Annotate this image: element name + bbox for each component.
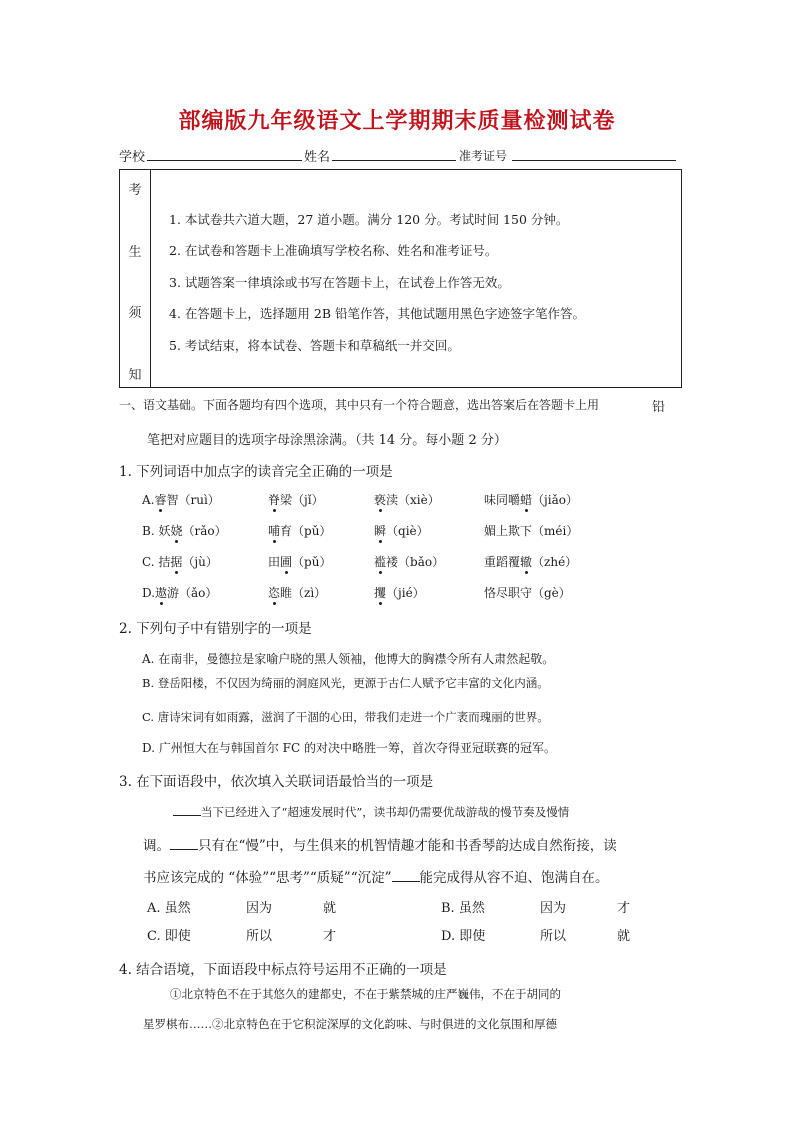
q1-option-word: 恪尽职守（gè） — [484, 586, 571, 600]
q3-option-word: 所以 — [246, 929, 273, 944]
q4-passage: 星罗棋布……②北京特色在于它积淀深厚的文化韵味、与时俱进的文化氛围和厚德 — [143, 1017, 557, 1031]
q1-option-d-word: D.遨游（ǎo） — [142, 586, 218, 600]
question-3-stem: 3. 在下面语段中，依次填入关联词语最恰当的一项是 — [119, 774, 434, 790]
exam-title: 部编版九年级语文上学期期末质量检测试卷 — [178, 109, 616, 134]
school-label: 学校 — [119, 150, 146, 165]
school-blank[interactable] — [147, 160, 302, 161]
section-1-instruction-tail: 铅 — [652, 400, 666, 415]
q3-passage: 书应该完成的 “体验”“思考”“质疑”“沉淀” 能完成得从容不迫、饱满自在。 — [143, 870, 609, 886]
q3-passage: 调。 只有在“慢”中，与生俱来的机智情趣才能和书香琴韵达成自然衔接，读 — [143, 838, 617, 854]
notice-item: 5. 考试结束，将本试卷、答题卡和草稿纸一并交回。 — [169, 338, 460, 353]
section-1-instruction: 笔把对应题目的选项字母涂黑涂满。（共 14 分。每小题 2 分） — [147, 433, 507, 448]
q1-option-word: 恣睢（zì） — [268, 586, 327, 600]
notice-label-char: 生 — [128, 245, 142, 260]
q3-blank-3[interactable] — [392, 869, 420, 882]
q1-option-a-word: A.睿智（ruì） — [142, 493, 220, 507]
q1-option-word: 攫（jié） — [374, 586, 425, 600]
q3-option-word: 就 — [323, 901, 337, 916]
q3-option-c: C. 即使 — [147, 929, 191, 944]
q3-option-word: 就 — [617, 929, 631, 944]
q2-option: B. 登岳阳楼，不仅因为绮丽的洞庭风光，更源于古仁人赋予它丰富的文化内涵。 — [142, 676, 549, 690]
q1-option-word: 重蹈覆辙（zhé） — [484, 555, 578, 569]
q3-option-word: 所以 — [540, 929, 567, 944]
name-label: 姓名 — [304, 150, 331, 165]
question-4-stem: 4. 结合语境，下面语段中标点符号运用不正确的一项是 — [119, 962, 447, 978]
q4-passage: ①北京特色不在于其悠久的建都史，不在于紫禁城的庄严巍伟，不在于胡同的 — [170, 987, 561, 1001]
q1-option-word: 脊梁（jǐ） — [268, 493, 324, 507]
exam-id-blank[interactable] — [512, 160, 676, 161]
q2-option: A. 在南非，曼德拉是家喻户晓的黑人领袖，他博大的胸襟令所有人肃然起敬。 — [142, 652, 555, 666]
q1-option-word: 瞬（qiè） — [374, 524, 429, 538]
q2-option: D. 广州恒大在与韩国首尔 FC 的对决中略胜一筹，首次夺得亚冠联赛的冠军。 — [142, 741, 556, 755]
q3-option-word: 因为 — [246, 901, 273, 916]
q3-blank-1[interactable] — [173, 803, 201, 816]
q3-option-a: A. 虽然 — [147, 901, 191, 916]
q1-option-word: 哺育（pǔ） — [268, 524, 332, 538]
q3-option-word: 才 — [323, 929, 337, 944]
notice-item: 2. 在试卷和答题卡上准确填写学校名称、姓名和准考证号。 — [169, 243, 498, 258]
q1-option-word: 褴褛（bǎo） — [374, 555, 445, 569]
q3-option-word: 因为 — [540, 901, 567, 916]
question-1-stem: 1. 下列词语中加点字的读音完全正确的一项是 — [119, 464, 393, 480]
notice-label-char: 考 — [128, 183, 142, 198]
notice-label-char: 知 — [128, 368, 142, 383]
question-2-stem: 2. 下列句子中有错别字的一项是 — [119, 621, 312, 637]
q3-option-b: B. 虽然 — [441, 901, 485, 916]
q2-option: C. 唐诗宋词有如雨露，滋润了干涸的心田，带我们走进一个广袤而瑰丽的世界。 — [142, 710, 549, 724]
q1-option-b-word: B. 妖娆（rǎo） — [142, 524, 227, 538]
exam-id-label: 准考证号 — [459, 149, 508, 163]
q1-option-c-word: C. 拮据（jù） — [142, 555, 218, 569]
q1-option-word: 味同嚼蜡（jiǎo） — [484, 493, 578, 507]
notice-item: 3. 试题答案一律填涂或书写在答题卡上，在试卷上作答无效。 — [169, 275, 510, 290]
notice-label-char: 须 — [128, 306, 142, 321]
notice-divider — [150, 169, 151, 388]
notice-item: 1. 本试卷共六道大题，27 道小题。满分 120 分。考试时间 150 分钟。 — [169, 212, 569, 227]
section-1-instruction: 一、语文基础。下面各题均有四个选项，其中只有一个符合题意，选出答案后在答题卡上用 — [119, 398, 600, 412]
q3-option-d: D. 即使 — [441, 929, 486, 944]
notice-item: 4. 在答题卡上，选择题用 2B 铅笔作答，其他试题用黑色字迹签字笔作答。 — [169, 306, 585, 321]
q3-blank-2[interactable] — [170, 837, 198, 850]
q1-option-word: 媚上欺下（méi） — [484, 524, 579, 538]
q3-passage: 当下已经进入了“超速发展时代”，读书却仍需要优哉游哉的慢节奏及慢情 — [173, 803, 569, 820]
name-blank[interactable] — [332, 160, 456, 161]
q1-option-word: 田圃（pǔ） — [268, 555, 332, 569]
q1-option-word: 亵渎（xiè） — [374, 493, 440, 507]
q3-option-word: 才 — [617, 901, 631, 916]
